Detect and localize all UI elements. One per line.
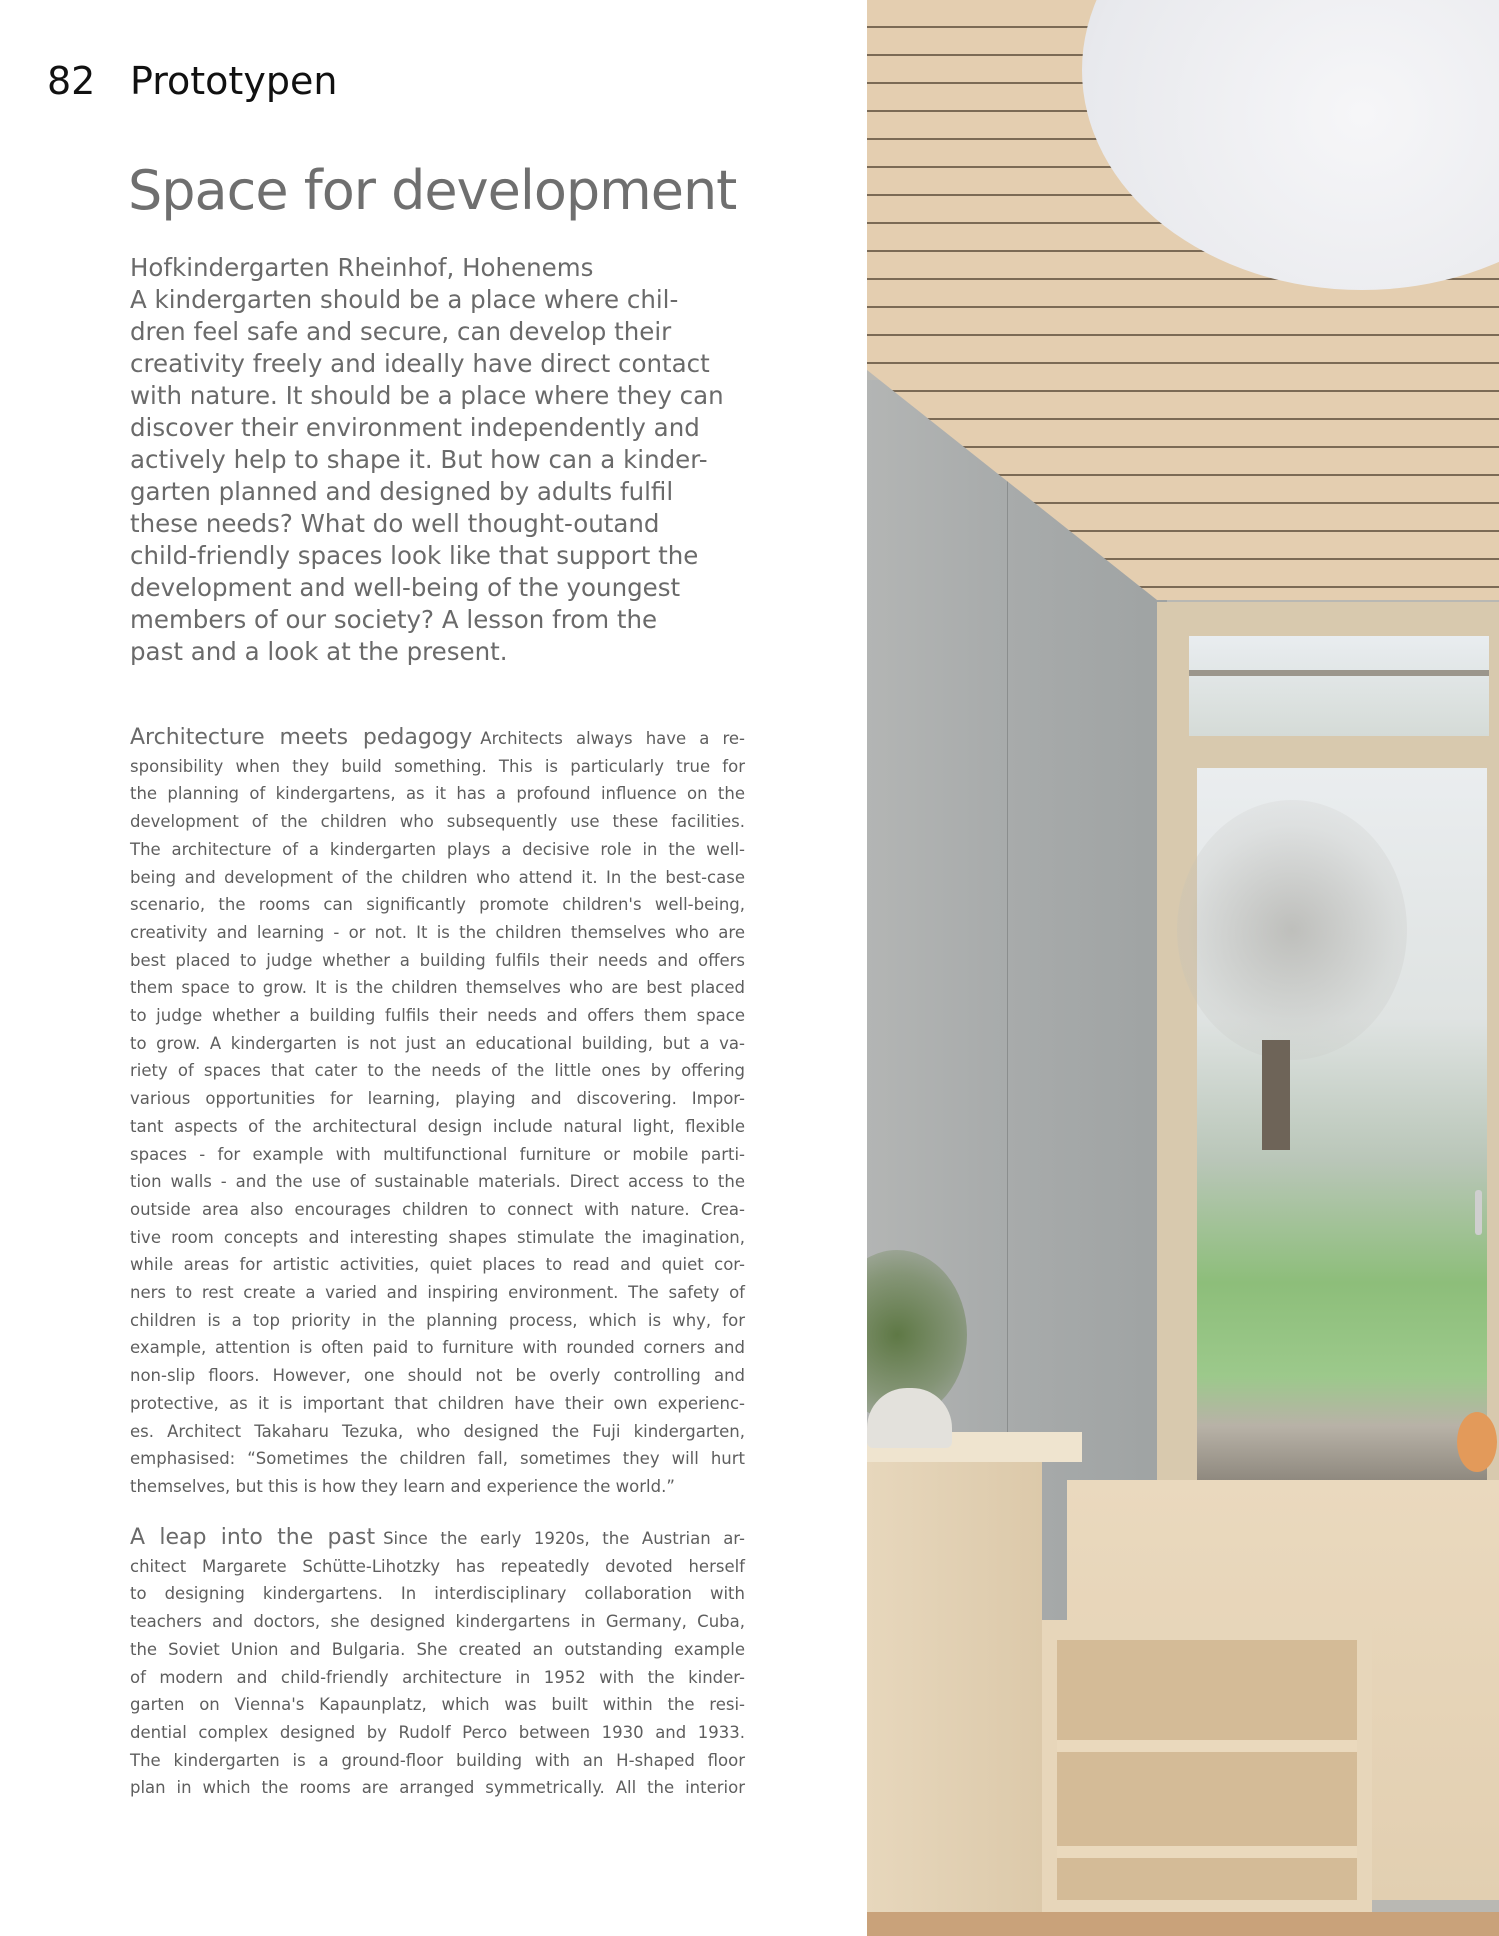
body-line-text: Since the early 1920s, the Austrian ar-: [383, 1529, 745, 1548]
body-line: to grow. A kindergarten is not just an educational building, but a va-: [130, 1033, 745, 1053]
body-line: while areas for artistic activities, quiet places to read and quiet cor-: [130, 1255, 745, 1275]
body-line: plan in which the rooms are arranged symmetrically. All the interior: [130, 1778, 745, 1798]
wooden-cabinet: [867, 1440, 1042, 1936]
shelf-board: [1057, 1740, 1357, 1752]
intro-subtitle: Hofkindergarten Rheinhof, Hohenems: [130, 253, 594, 282]
shelf-unit: [1057, 1640, 1357, 1900]
body-line: themselves, but this is how they learn and experience the world.”: [130, 1476, 675, 1496]
body-line: [130, 1524, 745, 1553]
body-line: them space to grow. It is the children themselves who are best placed: [130, 978, 745, 998]
body-line-text: Architects always have a re-: [480, 729, 745, 748]
body-line: tion walls - and the use of sustainable materials. Direct access to the: [130, 1172, 745, 1192]
body-line: being and development of the children who attend it. In the best-case: [130, 867, 745, 887]
body-line: best placed to judge whether a building fulfils their needs and offers: [130, 950, 745, 970]
body-line: sponsibility when they build something. This is particularly true for: [130, 756, 745, 776]
running-header-section: Prototypen: [130, 59, 338, 103]
body-line: scenario, the rooms can significantly promote children's well-being,: [130, 895, 745, 915]
intro-line: garten planned and designed by adults fulfil: [130, 477, 674, 506]
body-line: children is a top priority in the planning process, which is why, for: [130, 1310, 745, 1330]
body-line: to designing kindergartens. In interdisciplinary collaboration with: [130, 1584, 745, 1604]
intro-line: actively help to shape it. But how can a kinder-: [130, 445, 708, 474]
section-a-leap-into-the-past: [130, 1524, 745, 1802]
body-line: the planning of kindergartens, as it has a profound influence on the: [130, 784, 745, 804]
article-headline: Space for development: [128, 159, 737, 222]
orange-toy: [1457, 1412, 1497, 1472]
body-line: riety of spaces that cater to the needs of the little ones by offering: [130, 1061, 745, 1081]
window-handle: [1475, 1190, 1482, 1235]
intro-line: members of our society? A lesson from the: [130, 605, 658, 634]
body-line: tive room concepts and interesting shapes stimulate the imagination,: [130, 1227, 745, 1247]
page-number: 82: [47, 59, 96, 103]
intro-line: creativity freely and ideally have direct contact: [130, 349, 710, 378]
body-line: the Soviet Union and Bulgaria. She created an outstanding example: [130, 1639, 745, 1659]
intro-line: with nature. It should be a place where they can: [130, 381, 724, 410]
intro-line: dren feel safe and secure, can develop their: [130, 317, 672, 346]
section-heading: Architecture meets pedagogy: [130, 725, 473, 750]
tree-crown: [1177, 800, 1407, 1060]
body-line: The architecture of a kindergarten plays a decisive role in the well-: [130, 839, 745, 859]
body-line: The kindergarten is a ground-floor building with an H-shaped floor: [130, 1750, 745, 1770]
body-line: emphasised: “Sometimes the children fall, sometimes they will hurt: [130, 1449, 745, 1469]
body-line: example, attention is often paid to furniture with rounded corners and: [130, 1338, 745, 1358]
body-line: non-slip floors. However, one should not be overly controlling and: [130, 1366, 745, 1386]
body-line: creativity and learning - or not. It is the children themselves who are: [130, 922, 745, 942]
body-line: spaces - for example with multifunctional furniture or mobile parti-: [130, 1144, 745, 1164]
body-line: [130, 724, 745, 753]
intro-line: child-friendly spaces look like that support the: [130, 541, 699, 570]
intro-line: these needs? What do well thought-outand: [130, 509, 660, 538]
intro-line: development and well-being of the youngest: [130, 573, 681, 602]
interior-photo: [867, 0, 1499, 1936]
intro-line: discover their environment independently and: [130, 413, 700, 442]
body-line: tant aspects of the architectural design include natural light, flexible: [130, 1116, 745, 1136]
intro-paragraph: [130, 252, 740, 668]
intro-line: A kindergarten should be a place where chil-: [130, 285, 679, 314]
window-transom: [1189, 636, 1489, 736]
body-line: outside area also encourages children to connect with nature. Crea-: [130, 1199, 745, 1219]
body-line: development of the children who subsequently use these facilities.: [130, 812, 745, 832]
body-line: teachers and doctors, she designed kindergartens in Germany, Cuba,: [130, 1612, 745, 1632]
body-line: various opportunities for learning, playing and discovering. Impor-: [130, 1089, 745, 1109]
body-line: protective, as it is important that children have their own experienc-: [130, 1393, 745, 1413]
shelf-board: [1057, 1846, 1357, 1858]
wooden-floor: [867, 1912, 1499, 1936]
body-line: chitect Margarete Schütte-Lihotzky has repeatedly devoted herself: [130, 1556, 745, 1576]
body-line: garten on Vienna's Kapaunplatz, which was built within the resi-: [130, 1695, 745, 1715]
section-architecture-meets-pedagogy: [130, 724, 745, 1501]
tree-trunk: [1262, 1040, 1290, 1150]
body-line: es. Architect Takaharu Tezuka, who designed the Fuji kindergarten,: [130, 1421, 745, 1441]
body-line: ners to rest create a varied and inspiring environment. The safety of: [130, 1283, 745, 1303]
body-line: of modern and child-friendly architecture in 1952 with the kinder-: [130, 1667, 745, 1687]
body-line: dential complex designed by Rudolf Perco between 1930 and 1933.: [130, 1722, 745, 1742]
body-line: to judge whether a building fulfils their needs and offers them space: [130, 1006, 745, 1026]
canopy-beam: [1189, 670, 1489, 676]
wall-seam: [1007, 470, 1008, 1470]
intro-line: past and a look at the present.: [130, 637, 508, 666]
section-heading: A leap into the past: [130, 1525, 376, 1550]
